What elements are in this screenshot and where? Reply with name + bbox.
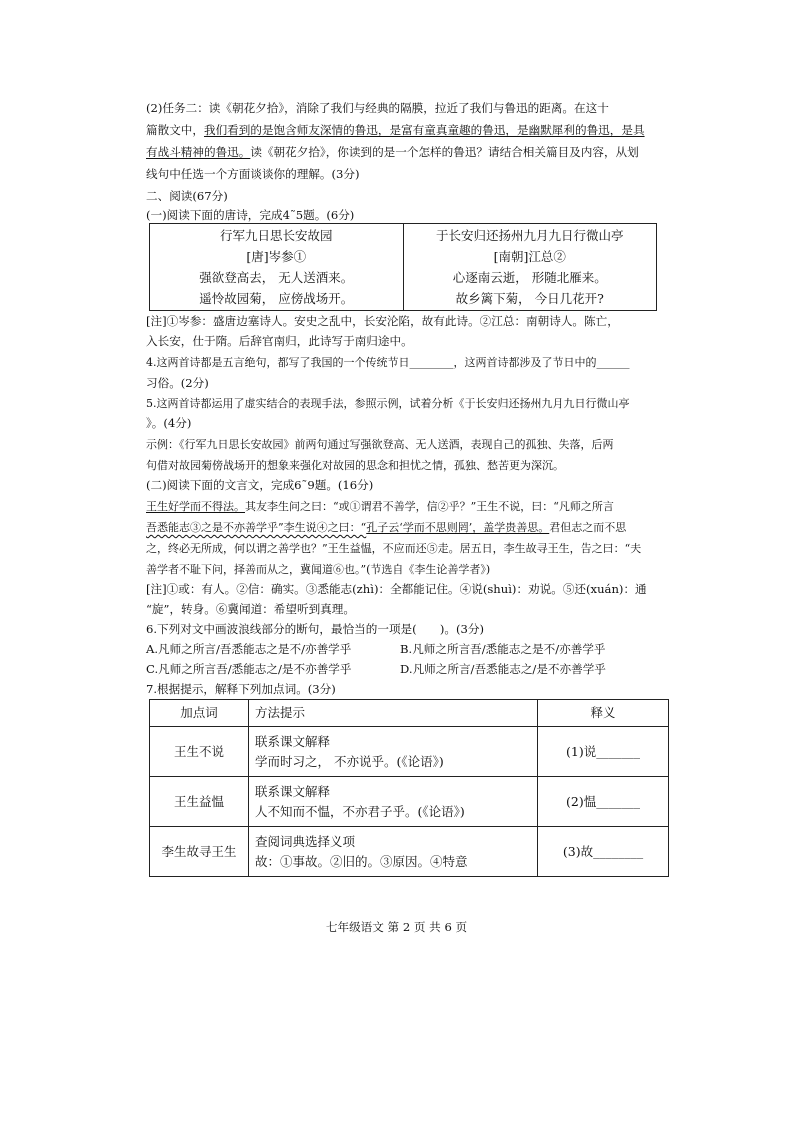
part1-heading: (一)阅读下面的唐诗，完成4˜5题。(6分) [146,208,355,222]
hint-cell [249,777,538,827]
header-meaning: 释义 [538,700,669,727]
hint-example: 人不知而不愠，不亦君子乎。(《论语》) [255,803,465,819]
passage-line-1: 王生好学而不得法。其友李生问之曰：“或①谓君不善学，信②乎？”王生不说，曰：“凡师之所言 [146,500,614,513]
q6-options-ab [146,639,662,660]
option-a: A.凡师之所言/吾悉能志之是不/亦善学乎 [146,642,352,656]
section-heading: 二、阅读(67分) [146,189,228,203]
q5-line-1: 5.这两首诗都运用了虚实结合的表现手法，参照示例，试着分析《于长安归还扬州九月九日行微山亭 [146,397,630,410]
option-d: D.凡师之所言/吾悉能志之/是不亦善学乎 [400,662,606,676]
note2-line-1: [注]①或：有人。②信：确实。③悉能志(zhì)：全都能记住。④说(shuì)：劝说。⑤还(xuán)：通 [146,582,647,596]
hint-method: 联系课文解释 [255,733,331,749]
q2-line-3: 有战斗精神的鲁迅。读《朝花夕拾》，你读到的是一个怎样的鲁迅？请结合相关篇目及内容，从划 [146,145,639,159]
q2-line-1: (2)任务二：读《朝花夕拾》，消除了我们与经典的隔膜，拉近了我们与鲁迅的距离。在这十 [146,101,609,115]
q6-options-cd [146,659,662,680]
passage-line-4: 善学者不耻下问，择善而从之，冀闻道⑥也。”(节选自《李生论善学者》) [146,563,491,576]
underlined-sentence: 我们看到的是饱含师友深情的鲁迅，是富有童真童趣的鲁迅，是幽默犀利的鲁迅，是具 [203,123,645,137]
q6-stem: 6.下列对文中画波浪线部分的断句，最恰当的一项是( )。(3分) [146,622,484,636]
header-word: 加点词 [150,700,249,727]
passage-line-2: 吾悉能志③之是不亦善学乎”李生说④之曰：“孔子云‘学而不思则罔’，盖学贵善思。君但志之而不思 [146,521,627,534]
answer-blank[interactable]: (1)说_______ [538,727,669,777]
underlined-sentence-end: 有战斗精神的鲁迅。 [146,145,251,159]
q4-line-2: 习俗。(2分) [146,376,209,390]
poem-author: [南朝]江总② [493,249,566,264]
answer-blank[interactable]: (2)愠_______ [538,777,669,827]
passage-underlined-quote: 孔子云‘学而不思则罔’，盖学贵善思。 [366,521,550,534]
poem-title: 行军九日思长安故园 [219,228,333,243]
note1-line-1: [注]①岑参：盛唐边塞诗人。安史之乱中，长安沦陷，故有此诗。②江总：南朝诗人。陈亡， [146,314,619,328]
poem-1 [150,224,404,311]
passage-underlined-opening: 王生好学而不得法。 [146,500,245,513]
word-table [149,699,669,877]
q5-example-1: 示例：《行军九日思长安故园》前两句通过写强欲登高、无人送酒，表现自己的孤独、失落，后两 [146,438,614,451]
poem-author: [唐]岑参① [246,249,307,264]
part2-heading: (二)阅读下面的文言文，完成6˜9题。(16分) [146,478,374,492]
note1-line-2: 入长安，仕于隋。后辞官南归，此诗写于南归途中。 [146,334,413,348]
word-cell: 王生不说 [150,727,249,777]
page-footer: 七年级语文 第 2 页 共 6 页 [325,920,468,934]
poem-title: 于长安归还扬州九月九日行微山亭 [435,228,624,243]
hint-example: 故：①事故。②旧的。③原因。④特意 [255,853,468,869]
passage-line-3: 之，终必无所成，何以谓之善学也？”王生益愠，不应而还⑤走。居五日，李生故寻王生，告之曰：“夫 [146,542,642,555]
wavy-underlined-text: 吾悉能志③之是不亦善学乎”李生说④之曰：“ [146,521,367,534]
hint-cell [249,827,538,877]
poem-line: 故乡篱下菊， 今日几花开? [455,291,604,306]
poem-line: 心逐南云逝， 形随北雁来。 [452,270,607,285]
hint-example: 学而时习之， 不亦说乎。(《论语》) [255,753,444,769]
q2-line-2: 篇散文中，我们看到的是饱含师友深情的鲁迅，是富有童真童趣的鲁迅，是幽默犀利的鲁迅，是具 [146,123,645,137]
poem-line: 遥怜故园菊， 应傍战场开。 [199,291,354,306]
answer-blank[interactable]: (3)故________ [538,827,669,877]
q4-line-1: 4.这两首诗都是五言绝句，都写了我国的一个传统节日________，这两首诗都涉及了节日中的______ [146,356,630,369]
option-b: B.凡师之所言吾/悉能志之是不/亦善学乎 [400,642,606,656]
q7-stem: 7.根据提示，解释下列加点词。(3分) [146,682,336,696]
option-c: C.凡师之所言吾/悉能志之/是不亦善学乎 [146,662,352,676]
hint-cell [249,727,538,777]
q2-line-4: 线句中任选一个方面谈谈你的理解。(3分) [146,167,360,181]
poem-line: 强欲登高去， 无人送酒来。 [199,270,354,285]
poems-table [149,223,657,311]
q5-line-2: 》。(4分) [146,416,192,430]
poem-2 [403,224,657,311]
q5-example-2: 句借对故园菊傍战场开的想象来强化对故园的思念和担忧之情，孤独、愁苦更为深沉。 [146,459,564,472]
note2-line-2: “旋”，转身。⑥冀闻道：希望听到真理。 [146,602,355,616]
hint-method: 查阅词典选择义项 [255,833,356,849]
header-hint: 方法提示 [249,700,538,727]
word-cell: 王生益愠 [150,777,249,827]
hint-method: 联系课文解释 [255,783,331,799]
word-cell: 李生故寻王生 [150,827,249,877]
